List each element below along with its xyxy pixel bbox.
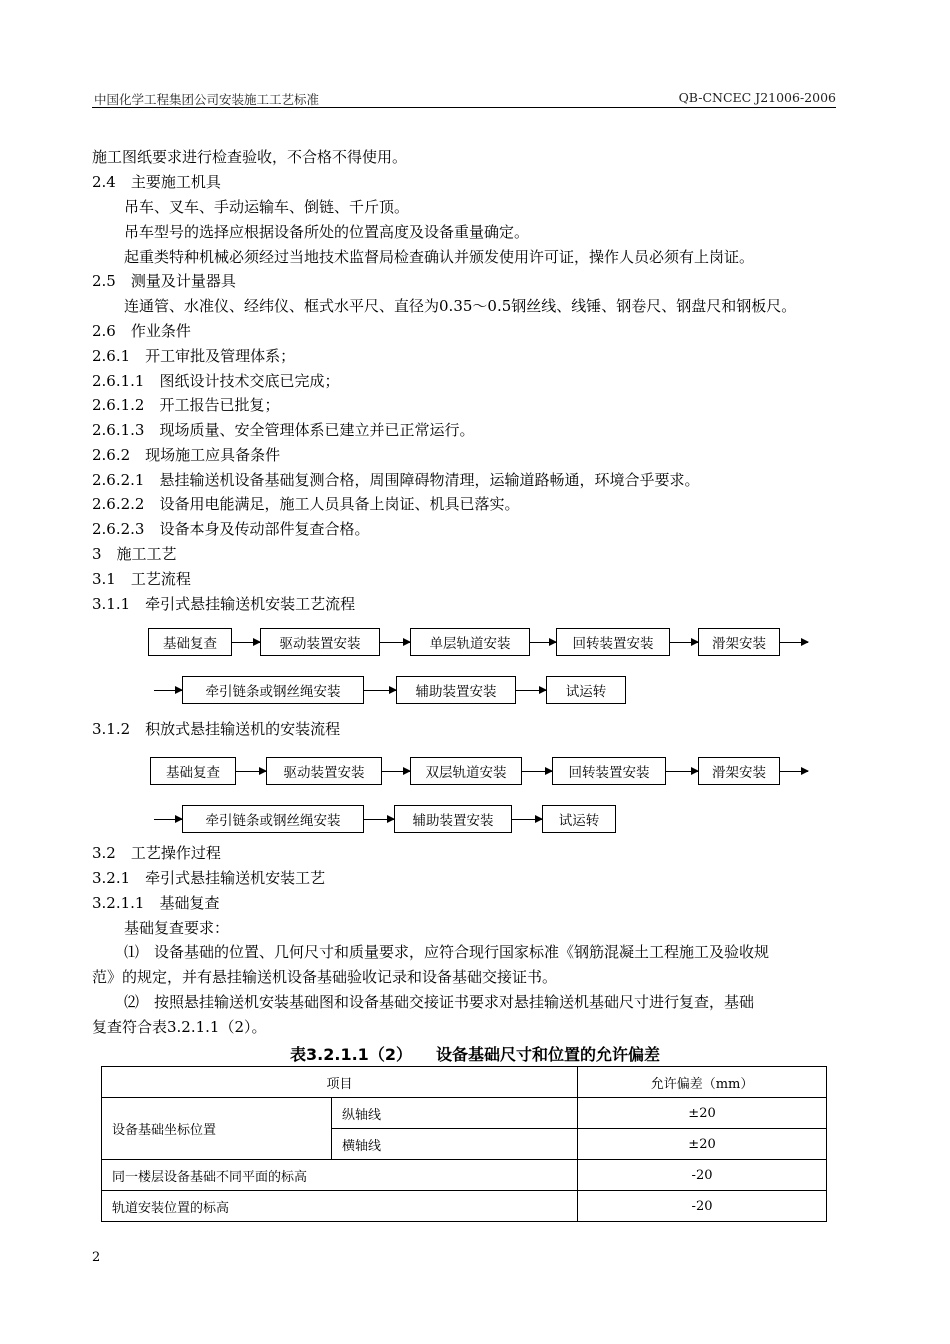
flow-box: 驱动装置安装: [260, 628, 380, 656]
flow-box: 滑架安装: [698, 628, 780, 656]
table-cell: ±20: [578, 1098, 827, 1129]
section-heading: 2.6.2 现场施工应具备条件: [92, 446, 281, 464]
flow-arrow: [512, 819, 542, 820]
table-cell: 纵轴线: [332, 1098, 578, 1129]
text-line: 2.6.1.1 图纸设计技术交底已完成；: [92, 372, 340, 390]
flow-box: 辅助装置安装: [394, 805, 512, 833]
header-left: 中国化学工程集团公司安装施工工艺标准: [94, 92, 320, 107]
table-header-row: [102, 1067, 827, 1098]
table-cell: ±20: [578, 1129, 827, 1160]
flow-box: 单层轨道安装: [410, 628, 530, 656]
header-cell-item: 项目: [102, 1067, 578, 1098]
flow-box: 回转装置安装: [552, 757, 666, 785]
header-cell-deviation: 允许偏差（mm）: [578, 1067, 827, 1098]
flow-box: 回转装置安装: [556, 628, 670, 656]
flow-arrow: [666, 771, 698, 772]
flow-box: 滑架安装: [698, 757, 780, 785]
text-line: 基础复查要求：: [124, 919, 230, 937]
flow-arrow: [780, 771, 808, 772]
text-line: 2.6.1.3 现场质量、安全管理体系已建立并已正常运行。: [92, 421, 475, 439]
text-line: 2.6.2.2 设备用电能满足，施工人员具备上岗证、机具已落实。: [92, 495, 520, 513]
table-cell: -20: [578, 1160, 827, 1191]
text-line: 施工图纸要求进行检查验收，不合格不得使用。: [92, 148, 408, 166]
flow-box: 基础复查: [148, 628, 232, 656]
flow-arrow: [154, 819, 182, 820]
section-heading: 3.2 工艺操作过程: [92, 844, 221, 862]
flow-box: 双层轨道安装: [410, 757, 522, 785]
text-line: 复查符合表3.2.1.1（2）。: [92, 1018, 267, 1036]
flow-arrow: [154, 690, 182, 691]
table-row: [102, 1098, 827, 1129]
flow-arrow: [232, 642, 260, 643]
flow-box: 基础复查: [150, 757, 236, 785]
table-cell: 横轴线: [332, 1129, 578, 1160]
flow-arrow: [380, 642, 410, 643]
flow-box: 牵引链条或钢丝绳安装: [182, 805, 364, 833]
flow-arrow: [364, 819, 394, 820]
text-line: 2.6.2.3 设备本身及传动部件复查合格。: [92, 520, 370, 538]
section-heading: 2.4 主要施工机具: [92, 173, 221, 191]
section-heading: 3.1.1 牵引式悬挂输送机安装工艺流程: [92, 595, 356, 613]
section-heading: 3.2.1 牵引式悬挂输送机安装工艺: [92, 869, 326, 887]
table-cell: 设备基础坐标位置: [102, 1098, 332, 1160]
flow-arrow: [382, 771, 410, 772]
flow-arrow: [516, 690, 546, 691]
section-heading: 3.1 工艺流程: [92, 570, 191, 588]
section-heading: 2.6 作业条件: [92, 322, 191, 340]
text-line: 吊车、叉车、手动运输车、倒链、千斤顶。: [124, 198, 410, 216]
page-number: 2: [92, 1250, 101, 1265]
flow-box: 牵引链条或钢丝绳安装: [182, 676, 364, 704]
flow-arrow: [530, 642, 556, 643]
table-row: [102, 1191, 827, 1222]
flow-arrow: [364, 690, 396, 691]
flow-box: 试运转: [542, 805, 616, 833]
deviation-table: [101, 1066, 827, 1222]
table-caption: 表3.2.1.1（2） 设备基础尺寸和位置的允许偏差: [290, 1045, 660, 1064]
section-heading: 2.6.1 开工审批及管理体系；: [92, 347, 296, 365]
text-line: ⑵ 按照悬挂输送机安装基础图和设备基础交接证书要求对悬挂输送机基础尺寸进行复查，基础: [124, 993, 755, 1011]
section-heading: 3.1.2 积放式悬挂输送机的安装流程: [92, 720, 341, 738]
section-heading: 3.2.1.1 基础复查: [92, 894, 220, 912]
flow-box: 驱动装置安装: [266, 757, 382, 785]
text-line: 2.6.2.1 悬挂输送机设备基础复测合格，周围障碍物清理，运输道路畅通，环境合乎要求。: [92, 471, 700, 489]
flow-arrow: [236, 771, 266, 772]
flow-arrow: [522, 771, 552, 772]
flow-box: 试运转: [546, 676, 626, 704]
table-cell: 轨道安装位置的标高: [102, 1191, 578, 1222]
text-line: 起重类特种机械必须经过当地技术监督局检查确认并颁发使用许可证，操作人员必须有上岗证。: [124, 248, 755, 266]
header-right: QB-CNCEC J21006-2006: [678, 90, 836, 105]
chapter-heading: 3 施工工艺: [92, 545, 177, 563]
text-line: 连通管、水准仪、经纬仪、框式水平尺、直径为0.35～0.5钢丝线、线锤、钢卷尺、钢盘尺和钢板尺。: [124, 297, 797, 315]
header-divider: [92, 107, 836, 108]
table-cell: 同一楼层设备基础不同平面的标高: [102, 1160, 578, 1191]
text-line: 吊车型号的选择应根据设备所处的位置高度及设备重量确定。: [124, 223, 530, 241]
text-line: 范》的规定，并有悬挂输送机设备基础验收记录和设备基础交接证书。: [92, 968, 558, 986]
section-heading: 2.5 测量及计量器具: [92, 272, 236, 290]
flow-arrow: [670, 642, 698, 643]
table-row: [102, 1160, 827, 1191]
text-line: ⑴ 设备基础的位置、几何尺寸和质量要求，应符合现行国家标准《钢筋混凝土工程施工及验收规: [124, 943, 770, 961]
flow-box: 辅助装置安装: [396, 676, 516, 704]
table-cell: -20: [578, 1191, 827, 1222]
flow-arrow: [780, 642, 808, 643]
text-line: 2.6.1.2 开工报告已批复；: [92, 396, 280, 414]
